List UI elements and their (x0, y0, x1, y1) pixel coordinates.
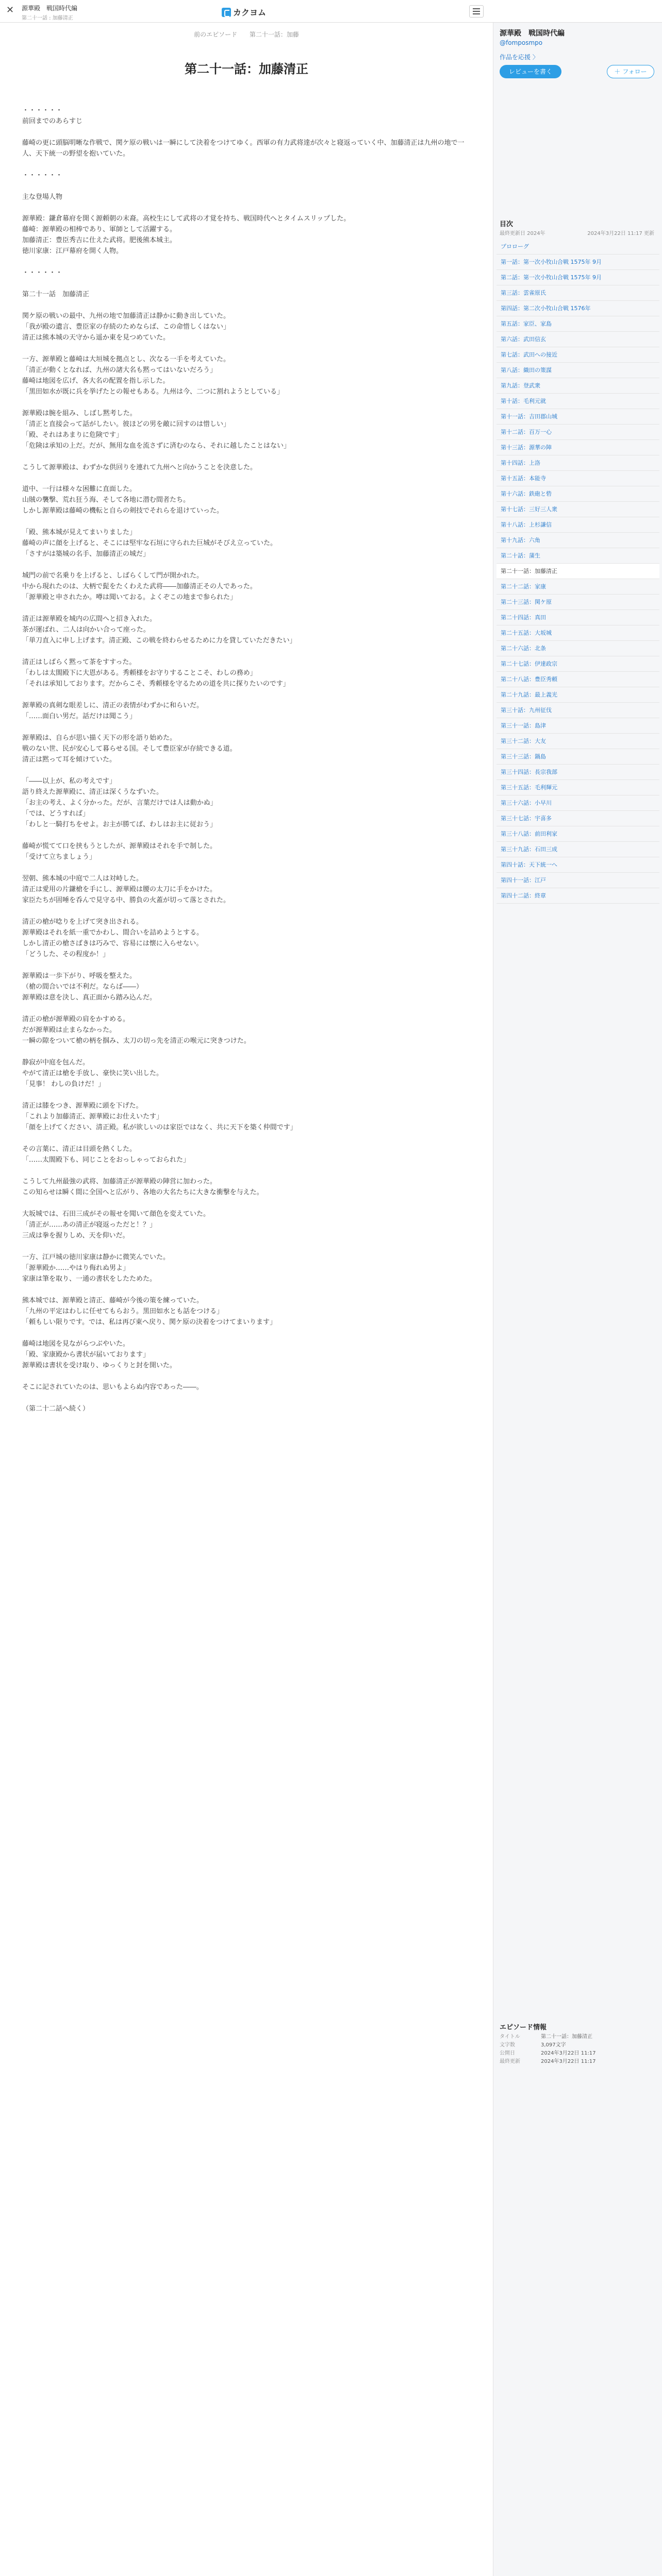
body-paragraph (22, 257, 471, 267)
body-paragraph (22, 765, 471, 776)
body-paragraph: 山賊の襲撃、荒れ狂う海、そして各地に潜む間者たち。 (22, 496, 190, 504)
info-row (500, 2049, 654, 2058)
toc-item[interactable]: 第十話：毛利元就 (496, 394, 659, 409)
body-paragraph: 戦のない世、民が安心して暮らせる国。そして豊臣家が存続できる道。 (22, 745, 237, 753)
body-paragraph: 清正はしばらく黙って茶をすすった。 (22, 658, 136, 666)
body-paragraph: ・・・・・・ (22, 172, 63, 179)
body-paragraph: 清正の槍が源華殿の肩をかすめる。 (22, 1015, 130, 1023)
body-paragraph (22, 1165, 471, 1176)
toc-item[interactable]: 第二十八話：豊臣秀頼 (496, 672, 659, 687)
body-paragraph: しかし源華殿は藤崎の機転と自らの剣技でそれらを退けていった。 (22, 507, 224, 515)
logo-icon (222, 8, 231, 17)
body-paragraph: 前回までのあらすじ (22, 117, 83, 125)
body-paragraph: 「では、どうすれば」 (22, 810, 90, 818)
body-paragraph: 語り終えた源華殿に、清正は深くうなずいた。 (22, 788, 163, 796)
top-header (0, 0, 662, 23)
body-paragraph: 「単刀直入に申し上げます。清正殿、この戦を終わらせるために力を貸していただきたい」 (22, 637, 296, 645)
body-paragraph (22, 603, 471, 614)
body-paragraph: 藤崎の声に顔を上げると、そこには堅牢な石垣に守られた巨城がそびえ立っていた。 (22, 539, 277, 547)
header-episode-subtitle: 第二十一話 : 加藤清正 (22, 15, 73, 21)
body-paragraph (22, 300, 471, 311)
episode-nav (0, 30, 493, 39)
body-paragraph: 藤崎：源華殿の相棒であり、軍師として活躍する。 (22, 226, 177, 233)
toc-item[interactable]: 第八話：織田の策謀 (496, 363, 659, 378)
info-value: 第二十一話：加藤清正 (541, 2034, 592, 2040)
body-paragraph: 源華殿の真剣な眼差しに、清正の表情がわずかに和らいだ。 (22, 702, 204, 709)
toc-meta (500, 229, 654, 236)
toc-item[interactable]: 第十一話：吉田郡山城 (496, 409, 659, 425)
body-paragraph: 「頼もしい限りです。では、私は再び東へ戻り、関ケ原の決着をつけてまいります」 (22, 1318, 276, 1326)
body-paragraph (22, 278, 471, 289)
close-icon[interactable]: ✕ (6, 5, 14, 15)
body-paragraph: 「受けて立ちましょう」 (22, 853, 96, 861)
body-paragraph (22, 1090, 471, 1100)
body-paragraph: ・・・・・・ (22, 269, 63, 277)
body-paragraph: 清正の槍が唸りを上げて突き出される。 (22, 918, 143, 926)
body-paragraph: 静寂が中庭を包んだ。 (22, 1059, 90, 1066)
info-value: 3,097文字 (541, 2042, 566, 2048)
header-title-block (22, 4, 77, 21)
info-row (500, 2033, 654, 2041)
toc-item[interactable]: 第十五話：本能寺 (496, 471, 659, 486)
body-paragraph: やがて清正は槍を手放し、豪快に笑い出した。 (22, 1070, 163, 1077)
toc-item[interactable]: 第二十話：蒲生 (496, 548, 659, 564)
body-paragraph: 「わしは太閤殿下に大恩がある。秀頼様をお守りすることこそ、わしの務め」 (22, 669, 257, 677)
toc-item[interactable]: 第十六話：鉄砲と砦 (496, 486, 659, 502)
body-paragraph: 清正は熊本城の天守から遥か東を見つめていた。 (22, 334, 170, 342)
body-paragraph: だが源華殿は止まらなかった。 (22, 1026, 117, 1034)
toc-item[interactable]: 第二十一話：加藤清正 (496, 564, 659, 579)
body-paragraph (22, 1003, 471, 1014)
toc-item[interactable]: 第四十一話：江戸 (496, 873, 659, 888)
body-paragraph (22, 451, 471, 462)
body-paragraph: 藤崎は地図を広げ、各大名の配置を指し示した。 (22, 377, 170, 385)
toc-item[interactable]: 第九話：登武衆 (496, 378, 659, 394)
body-paragraph (22, 181, 471, 192)
body-paragraph: 「……太閤殿下も、同じことをおっしゃっておられた」 (22, 1156, 190, 1164)
header-work-title[interactable]: 源華殿 戦国時代編 (22, 5, 78, 12)
body-paragraph: 藤崎の更に頭脳明晰な作戦で、関ケ原の戦いは一瞬にして決着をつけてゆく。西軍の有力武将達が次々と寝返っていく中、加藤清正は九州の地で一人、天下統一の野望を抱いていた。 (22, 139, 465, 158)
body-paragraph: 関ケ原の戦いの最中、九州の地で加藤清正は静かに動き出していた。 (22, 312, 230, 320)
toc-item[interactable]: 第二十六話：北条 (496, 641, 659, 656)
toc-item[interactable]: 第四話：第二次小牧山合戦 1576年 (496, 301, 659, 316)
body-paragraph: 「殿、熊本城が見えてまいりました」 (22, 529, 137, 536)
body-paragraph (22, 1241, 471, 1252)
body-paragraph: 「……面白い男だ。話だけは聞こう」 (22, 713, 137, 720)
body-paragraph (22, 159, 471, 170)
body-paragraph: 一瞬の隙をついて槍の柄を掴み、太刀の切っ先を清正の喉元に突きつけた。 (22, 1037, 251, 1045)
body-paragraph: 「殿、家康殿から書状が届いております」 (22, 1351, 150, 1359)
toc-item[interactable]: 第六話：武田信玄 (496, 332, 659, 347)
body-paragraph: 「――以上が、私の考えです」 (22, 777, 117, 785)
body-paragraph (22, 1284, 471, 1295)
body-paragraph: 「お主の考え、よく分かった。だが、言葉だけでは人は動かぬ」 (22, 799, 217, 807)
body-paragraph: 「清正が動くとなれば、九州の諸大名も黙ってはいないだろう」 (22, 366, 217, 374)
body-paragraph: 清正は黙って耳を傾けていた。 (22, 756, 117, 764)
info-key: 最終更新 (500, 2059, 520, 2064)
body-paragraph: 「源華殿と申されたか。噂は聞いておる。よくぞこの地まで参られた」 (22, 594, 237, 601)
toc-meta-right: 2024年3月22日 11:17 更新 (587, 231, 654, 236)
body-paragraph: 主な登場人物 (22, 193, 63, 201)
body-paragraph: 翌朝、熊本城の中庭で二人は対峙した。 (22, 875, 143, 883)
body-paragraph: 大坂城では、石田三成がその報せを聞いて顔色を変えていた。 (22, 1210, 210, 1218)
episode-info-heading: エピソード情報 (500, 2024, 547, 2031)
body-paragraph (22, 1393, 471, 1403)
info-key: 公開日 (500, 2050, 515, 2056)
toc-item[interactable]: 第十九話：六角 (496, 533, 659, 548)
body-paragraph: 源華殿：鎌倉幕府を開く源頼朝の末裔。高校生にして武将の才覚を持ち、戦国時代へとタイムスリップした。 (22, 215, 351, 223)
body-paragraph: この知らせは瞬く間に全国へと広がり、各地の大名たちに大きな衝撃を与えた。 (22, 1189, 263, 1196)
body-paragraph: こうして九州最強の武将、加藤清正が源華殿の陣営に加わった。 (22, 1178, 217, 1185)
support-link[interactable]: 作品を応援 〉 (500, 54, 539, 61)
body-paragraph: 一方、江戸城の徳川家康は静かに微笑んでいた。 (22, 1253, 170, 1261)
body-paragraph (22, 830, 471, 841)
body-paragraph: 清正は源華殿を城内の広間へと招き入れた。 (22, 615, 157, 623)
body-paragraph: 「我が殿の遺言、豊臣家の存続のためならば、この命惜しくはない」 (22, 323, 230, 331)
toc-item[interactable]: 第十二話：百万一心 (496, 425, 659, 440)
toc-heading: 目次 (500, 221, 514, 228)
body-paragraph (22, 862, 471, 873)
body-paragraph: 加藤清正：豊臣秀吉に仕えた武将。肥後熊本城主。 (22, 236, 177, 244)
current-episode-crumb: 第二十一話：加藤 (249, 31, 299, 38)
toc-item[interactable]: 第三十七話：宇喜多 (496, 811, 659, 826)
toc-item[interactable]: 第三十六話：小早川 (496, 795, 659, 811)
body-paragraph: 源華殿はそれを紙一重でかわし、間合いを詰めようとする。 (22, 929, 204, 937)
menu-icon (473, 8, 480, 9)
toc-item[interactable]: 第五話：家臣、家島 (496, 316, 659, 332)
body-paragraph (22, 646, 471, 657)
logo-text: カクヨム (233, 8, 267, 18)
body-paragraph: 清正は愛用の片鎌槍を手にし、源華殿は腰の太刀に手をかけた。 (22, 886, 217, 893)
sidebar-author[interactable]: @fomposmpo (500, 39, 543, 46)
body-paragraph: 源華殿は一歩下がり、呼吸を整えた。 (22, 972, 137, 980)
toc-list (496, 239, 659, 904)
body-paragraph: （第二十二話へ続く） (22, 1405, 90, 1413)
body-paragraph: 「見事！ わしの負けだ！」 (22, 1080, 105, 1088)
toc-item[interactable]: 第二話：第一次小牧山合戦 1575年 9月 (496, 270, 659, 285)
body-paragraph: 藤崎が慌てて口を挟もうとしたが、源華殿はそれを手で制した。 (22, 842, 217, 850)
body-paragraph: 源華殿は書状を受け取り、ゆっくりと封を開いた。 (22, 1362, 176, 1369)
body-paragraph: 徳川家康：江戸幕府を開く人物。 (22, 247, 123, 255)
body-paragraph: 家康は筆を取り、一通の書状をしたためた。 (22, 1275, 157, 1283)
info-value: 2024年3月22日 11:17 (541, 2050, 596, 2056)
info-value: 2024年3月22日 11:17 (541, 2059, 596, 2064)
body-paragraph (22, 397, 471, 408)
toc-item[interactable]: 第三十四話：長宗我部 (496, 765, 659, 780)
toc-item[interactable]: 第二十九話：最上義光 (496, 687, 659, 703)
body-paragraph: 「どうした、その程度か！」 (22, 951, 110, 958)
body-paragraph (22, 473, 471, 484)
body-paragraph (22, 560, 471, 570)
toc-item[interactable]: 第四十二話：終章 (496, 888, 659, 904)
body-paragraph: 清正は膝をつき、源華殿に頭を下げた。 (22, 1102, 143, 1110)
body-paragraph: 「これより加藤清正、源華殿にお仕えいたす」 (22, 1113, 163, 1121)
toc-item[interactable]: 第三十二話：大友 (496, 734, 659, 749)
body-paragraph: 中から現れたのは、大柄で髭をたくわえた武将――加藤清正その人であった。 (22, 583, 257, 590)
episode-body (22, 105, 471, 1414)
sidebar (493, 23, 662, 2576)
toc-item[interactable]: 第十四話：上洛 (496, 455, 659, 471)
toc-item[interactable]: 第三十八話：前田利家 (496, 826, 659, 842)
follow-button[interactable]: ＋ フォロー (607, 65, 654, 78)
toc-item[interactable]: プロローグ (496, 239, 659, 255)
toc-item[interactable]: 第二十七話：伊達政宗 (496, 656, 659, 672)
body-paragraph: 「黒田如水が既に兵を挙げたとの報せもある。九州は今、二つに割れようとしている」 (22, 388, 284, 396)
menu-button[interactable] (469, 5, 484, 18)
body-paragraph: 「源華殿か……やはり侮れぬ男よ」 (22, 1264, 130, 1272)
info-key: 文字数 (500, 2042, 515, 2048)
toc-item[interactable]: 第三話：雲雀原氏 (496, 285, 659, 301)
toc-item[interactable]: 第十七話：三好三人衆 (496, 502, 659, 517)
body-paragraph (22, 1371, 471, 1382)
body-paragraph: 熊本城では、源華殿と清正、藤崎が今後の策を練っていた。 (22, 1297, 204, 1304)
body-paragraph: 「清正と直接会って話がしたい。彼ほどの男を敵に回すのは惜しい」 (22, 420, 230, 428)
body-paragraph: 道中、一行は様々な困難に直面した。 (22, 485, 137, 493)
body-paragraph: 「それは承知しております。だからこそ、秀頼様を守るための道を共に探りたいのです」 (22, 680, 290, 688)
body-paragraph: その言葉に、清正は目頭を熱くした。 (22, 1145, 137, 1153)
body-paragraph: しかし清正の槍さばきは巧みで、容易には懐に入らせない。 (22, 940, 203, 947)
body-paragraph: （槍の間合いでは不利だ。ならば――） (22, 983, 143, 991)
sidebar-work-title[interactable]: 源華殿 戦国時代編 (500, 29, 565, 38)
toc-item[interactable]: 第二十四話：真田 (496, 610, 659, 625)
body-paragraph (22, 127, 471, 138)
body-paragraph: 三成は拳を握りしめ、天を仰いだ。 (22, 1232, 129, 1240)
body-paragraph: 源華殿は意を決し、真正面から踏み込んだ。 (22, 994, 157, 1002)
toc-item[interactable]: 第七話：武田への接近 (496, 347, 659, 363)
body-paragraph: 源華殿は、自らが思い描く天下の形を語り始めた。 (22, 734, 177, 742)
body-paragraph: そこに記されていたのは、思いもよらぬ内容であった――。 (22, 1383, 203, 1391)
toc-item[interactable]: 第四十話：天下統一へ (496, 857, 659, 873)
body-paragraph: 「顔を上げてください、清正殿。私が欲しいのは家臣ではなく、共に天下を築く仲間です」 (22, 1124, 297, 1131)
body-paragraph (22, 202, 471, 213)
body-paragraph: こうして源華殿は、わずかな供回りを連れて九州へと向かうことを決意した。 (22, 464, 257, 471)
toc-item[interactable]: 第三十五話：毛利輝元 (496, 780, 659, 795)
body-paragraph: 「さすがは築城の名手、加藤清正の城だ」 (22, 550, 150, 558)
body-paragraph: 「わしと一騎打ちをせよ。お主が勝てば、わしはお主に従おう」 (22, 821, 217, 828)
body-paragraph: 「殿、それはあまりに危険です」 (22, 431, 123, 439)
body-paragraph (22, 960, 471, 971)
reading-column (0, 23, 493, 2576)
toc-item[interactable]: 第三十一話：島津 (496, 718, 659, 734)
body-paragraph (22, 1198, 471, 1209)
toc-item[interactable]: 第三十話：九州征伐 (496, 703, 659, 718)
body-paragraph (22, 689, 471, 700)
info-key: タイトル (500, 2034, 520, 2040)
toc-meta-left: 最終更新日 2024年 (500, 231, 545, 236)
prev-episode-link[interactable]: 前のエピソード (194, 31, 238, 38)
body-paragraph (22, 1328, 471, 1338)
toc-item[interactable]: 第三十九話：石田三成 (496, 842, 659, 857)
toc-item[interactable]: 第十三話：源華の陣 (496, 440, 659, 455)
write-review-button[interactable]: レビューを書く (500, 65, 561, 78)
body-paragraph: ・・・・・・ (22, 107, 63, 114)
body-paragraph: 「清正が……あの清正が寝返っただと！？」 (22, 1221, 157, 1229)
body-paragraph: 家臣たちが固唾を呑んで見守る中、勝負の火蓋が切って落とされた。 (22, 896, 230, 904)
toc-item[interactable]: 第二十二話：家康 (496, 579, 659, 595)
body-paragraph: 一方、源華殿と藤崎は大垣城を拠点とし、次なる一手を考えていた。 (22, 355, 230, 363)
body-paragraph (22, 1046, 471, 1057)
body-paragraph: 藤崎は地図を見ながらつぶやいた。 (22, 1340, 129, 1348)
body-paragraph: 「九州の平定はわしに任せてもらおう。黒田如水とも話をつける」 (22, 1308, 224, 1315)
body-paragraph (22, 1133, 471, 1144)
body-paragraph (22, 722, 471, 733)
body-paragraph: 第二十一話 加藤清正 (22, 291, 90, 298)
body-paragraph: 城門の前で名乗りを上げると、しばらくして門が開かれた。 (22, 572, 204, 580)
site-logo[interactable] (222, 6, 266, 18)
body-paragraph: 「危険は承知の上だ。だが、無用な血を流さずに済むのなら、それに越したことはない」 (22, 442, 291, 450)
body-paragraph (22, 906, 471, 917)
info-row (500, 2041, 654, 2049)
info-row (500, 2058, 654, 2066)
toc-item[interactable]: 第十八話：上杉謙信 (496, 517, 659, 533)
episode-title: 第二十一話：加藤清正 (185, 61, 308, 76)
toc-item[interactable]: 第二十三話：関ケ原 (496, 595, 659, 610)
body-paragraph (22, 516, 471, 527)
body-paragraph: 源華殿は腕を組み、しばし黙考した。 (22, 410, 137, 417)
body-paragraph: 茶が運ばれ、二人は向かい合って座った。 (22, 626, 150, 634)
body-paragraph (22, 343, 471, 354)
toc-item[interactable]: 第三十三話：鍋島 (496, 749, 659, 765)
episode-info (500, 2033, 654, 2066)
toc-item[interactable]: 第二十五話：大坂城 (496, 625, 659, 641)
toc-item[interactable]: 第一話：第一次小牧山合戦 1575年 9月 (496, 255, 659, 270)
